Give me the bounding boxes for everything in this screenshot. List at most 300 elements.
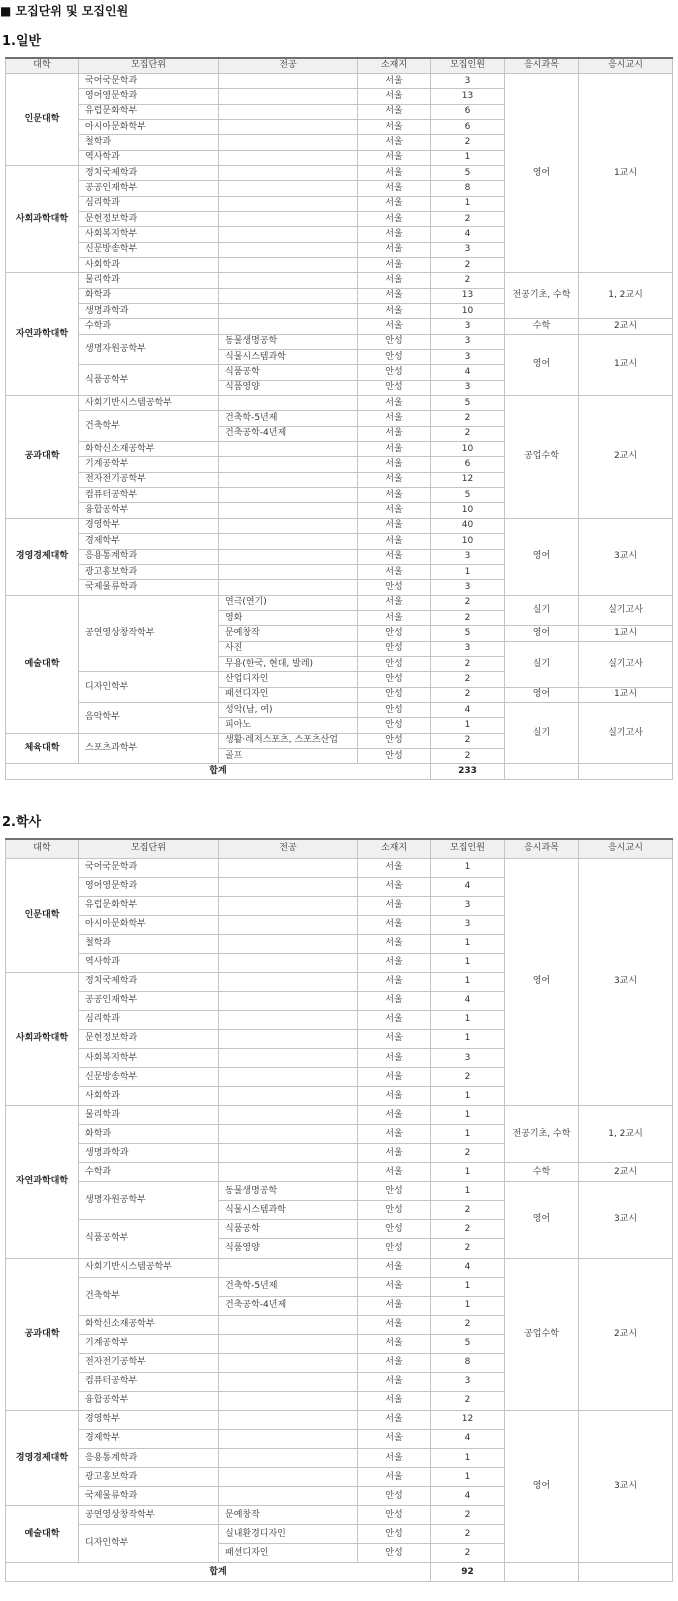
major-cell [219, 915, 358, 934]
header-subject: 응시과목 [505, 839, 579, 858]
location-cell: 안성 [358, 1182, 431, 1201]
subject-cell: 실기 [505, 595, 579, 626]
major-cell [219, 119, 358, 134]
total-blank-cell [579, 1563, 673, 1582]
location-cell: 서울 [358, 119, 431, 134]
subject-cell: 영어 [505, 1182, 579, 1258]
major-cell [219, 1106, 358, 1125]
quota-cell: 1 [431, 1087, 505, 1106]
major-cell: 식품공학 [219, 365, 358, 380]
location-cell: 안성 [358, 702, 431, 717]
location-cell: 서울 [358, 877, 431, 896]
major-cell: 패션디자인 [219, 1544, 358, 1563]
quota-cell: 5 [431, 626, 505, 641]
unit-cell: 물리학과 [79, 273, 219, 288]
location-cell: 서울 [358, 534, 431, 549]
period-cell: 2교시 [579, 1163, 673, 1182]
unit-cell: 국어국문학과 [79, 73, 219, 88]
unit-cell: 국제물류학과 [79, 1487, 219, 1506]
location-cell: 서울 [358, 319, 431, 334]
header-period: 응시교시 [579, 58, 673, 73]
unit-cell: 공공인재학부 [79, 181, 219, 196]
major-cell [219, 1010, 358, 1029]
unit-cell: 신문방송학부 [79, 242, 219, 257]
subject-cell: 영어 [505, 626, 579, 641]
unit-cell: 디자인학부 [79, 672, 219, 703]
location-cell: 서울 [358, 1410, 431, 1429]
subject-cell: 전공기초, 수학 [505, 273, 579, 319]
location-cell: 서울 [358, 1429, 431, 1448]
unit-cell: 사회복지학부 [79, 1049, 219, 1068]
major-cell: 무용(한국, 현대, 발레) [219, 656, 358, 671]
quota-cell: 3 [431, 242, 505, 257]
header-location: 소재지 [358, 58, 431, 73]
major-cell: 건축학-5년제 [219, 1277, 358, 1296]
period-cell: 실기고사 [579, 595, 673, 626]
major-cell [219, 73, 358, 88]
unit-cell: 신문방송학부 [79, 1068, 219, 1087]
quota-cell: 1 [431, 1106, 505, 1125]
unit-cell: 사회복지학부 [79, 227, 219, 242]
unit-cell: 역사학과 [79, 953, 219, 972]
location-cell: 서울 [358, 1334, 431, 1353]
quota-cell: 2 [431, 426, 505, 441]
unit-cell: 경영학부 [79, 518, 219, 533]
quota-cell: 1 [431, 1449, 505, 1468]
subject-cell: 영어 [505, 858, 579, 1106]
header-quota: 모집인원 [431, 58, 505, 73]
major-cell: 영화 [219, 610, 358, 625]
quota-cell: 10 [431, 442, 505, 457]
location-cell: 서울 [358, 165, 431, 180]
major-cell [219, 1258, 358, 1277]
major-cell: 건축학-5년제 [219, 411, 358, 426]
quota-cell: 1 [431, 564, 505, 579]
quota-cell: 1 [431, 1029, 505, 1048]
quota-cell: 2 [431, 257, 505, 272]
table-row [6, 1163, 673, 1182]
location-cell: 서울 [358, 1163, 431, 1182]
subject-cell: 전공기초, 수학 [505, 1106, 579, 1163]
college-cell: 인문대학 [6, 73, 79, 165]
location-cell: 서울 [358, 1277, 431, 1296]
quota-cell: 2 [431, 687, 505, 702]
unit-cell: 공연영상창작학부 [79, 1506, 219, 1525]
unit-cell: 건축학부 [79, 411, 219, 442]
header-period: 응시교시 [579, 839, 673, 858]
major-cell [219, 1391, 358, 1410]
quota-cell: 2 [431, 411, 505, 426]
major-cell [219, 564, 358, 579]
location-cell: 서울 [358, 1010, 431, 1029]
location-cell: 서울 [358, 1106, 431, 1125]
major-cell [219, 1372, 358, 1391]
major-cell [219, 89, 358, 104]
period-cell: 2교시 [579, 1258, 673, 1410]
table-row [6, 1182, 673, 1201]
period-cell: 실기고사 [579, 641, 673, 687]
major-cell: 건축공학-4년제 [219, 1296, 358, 1315]
quota-cell: 4 [431, 991, 505, 1010]
header-college: 대학 [6, 58, 79, 73]
quota-cell: 2 [431, 1239, 505, 1258]
college-cell: 경영경제대학 [6, 1410, 79, 1505]
location-cell: 서울 [358, 972, 431, 991]
major-cell: 식물시스템과학 [219, 1201, 358, 1220]
quota-cell: 3 [431, 915, 505, 934]
period-cell: 3교시 [579, 1410, 673, 1562]
location-cell: 서울 [358, 304, 431, 319]
period-cell: 1교시 [579, 334, 673, 395]
major-cell [219, 488, 358, 503]
table-row [6, 334, 673, 349]
college-cell: 예술대학 [6, 595, 79, 733]
quota-cell: 2 [431, 1525, 505, 1544]
total-value: 233 [431, 764, 505, 779]
major-cell [219, 304, 358, 319]
total-blank-cell [579, 764, 673, 779]
location-cell: 서울 [358, 150, 431, 165]
quota-cell: 5 [431, 1334, 505, 1353]
location-cell: 서울 [358, 1315, 431, 1334]
unit-cell: 화학과 [79, 1125, 219, 1144]
quota-cell: 2 [431, 211, 505, 226]
header-major: 전공 [219, 58, 358, 73]
quota-cell: 2 [431, 1391, 505, 1410]
unit-cell: 화학신소재공학부 [79, 1315, 219, 1334]
location-cell: 서울 [358, 1029, 431, 1048]
location-cell: 서울 [358, 1449, 431, 1468]
quota-cell: 5 [431, 165, 505, 180]
total-blank-cell [505, 764, 579, 779]
location-cell: 서울 [358, 915, 431, 934]
unit-cell: 사회기반시스템공학부 [79, 396, 219, 411]
unit-cell: 사회기반시스템공학부 [79, 1258, 219, 1277]
unit-cell: 식품공학부 [79, 365, 219, 396]
total-label: 합계 [6, 1563, 431, 1582]
unit-cell: 광고홍보학과 [79, 564, 219, 579]
header-quota: 모집인원 [431, 839, 505, 858]
major-cell [219, 534, 358, 549]
college-cell: 사회과학대학 [6, 972, 79, 1105]
major-cell [219, 877, 358, 896]
unit-cell: 스포츠과학부 [79, 733, 219, 764]
unit-cell: 생명과학과 [79, 1144, 219, 1163]
subject-cell: 영어 [505, 1410, 579, 1562]
quota-cell: 10 [431, 304, 505, 319]
quota-cell: 10 [431, 503, 505, 518]
location-cell: 서울 [358, 549, 431, 564]
location-cell: 서울 [358, 991, 431, 1010]
quota-cell: 2 [431, 672, 505, 687]
major-cell: 식품공학 [219, 1220, 358, 1239]
location-cell: 서울 [358, 1391, 431, 1410]
major-cell: 식물시스템과학 [219, 350, 358, 365]
unit-cell: 역사학과 [79, 150, 219, 165]
major-cell: 패션디자인 [219, 687, 358, 702]
quota-cell: 3 [431, 319, 505, 334]
major-cell [219, 953, 358, 972]
location-cell: 서울 [358, 211, 431, 226]
location-cell: 서울 [358, 1068, 431, 1087]
quota-cell: 1 [431, 1296, 505, 1315]
subject-cell: 영어 [505, 687, 579, 702]
quota-cell: 3 [431, 549, 505, 564]
location-cell: 서울 [358, 488, 431, 503]
college-cell: 인문대학 [6, 858, 79, 972]
unit-cell: 영어영문학과 [79, 877, 219, 896]
period-cell: 1교시 [579, 626, 673, 641]
location-cell: 안성 [358, 733, 431, 748]
quota-cell: 12 [431, 472, 505, 487]
unit-cell: 경제학부 [79, 534, 219, 549]
quota-cell: 4 [431, 1487, 505, 1506]
period-cell: 1교시 [579, 73, 673, 272]
unit-cell: 응용통계학과 [79, 1449, 219, 1468]
table-header-row [6, 839, 673, 858]
unit-cell: 융합공학부 [79, 1391, 219, 1410]
period-cell: 2교시 [579, 319, 673, 334]
location-cell: 안성 [358, 1220, 431, 1239]
header-location: 소재지 [358, 839, 431, 858]
major-cell [219, 1315, 358, 1334]
total-label: 합계 [6, 764, 431, 779]
location-cell: 서울 [358, 73, 431, 88]
unit-cell: 유럽문화학부 [79, 104, 219, 119]
location-cell: 서울 [358, 426, 431, 441]
quota-cell: 2 [431, 273, 505, 288]
subject-cell: 실기 [505, 641, 579, 687]
unit-cell: 공연영상창작학부 [79, 595, 219, 672]
section-title-general: 1.일반 [2, 34, 42, 49]
quota-cell: 1 [431, 1277, 505, 1296]
quota-cell: 2 [431, 1544, 505, 1563]
unit-cell: 생명자원공학부 [79, 1182, 219, 1220]
table-row [6, 1410, 673, 1429]
location-cell: 안성 [358, 1201, 431, 1220]
period-cell: 3교시 [579, 858, 673, 1106]
major-cell [219, 227, 358, 242]
major-cell [219, 242, 358, 257]
location-cell: 서울 [358, 1125, 431, 1144]
quota-cell: 3 [431, 580, 505, 595]
major-cell [219, 442, 358, 457]
quota-cell: 1 [431, 934, 505, 953]
table-row [6, 595, 673, 610]
major-cell [219, 1353, 358, 1372]
unit-cell: 심리학과 [79, 1010, 219, 1029]
unit-cell: 정치국제학과 [79, 165, 219, 180]
location-cell: 서울 [358, 181, 431, 196]
location-cell: 서울 [358, 442, 431, 457]
major-cell [219, 1144, 358, 1163]
total-value: 92 [431, 1563, 505, 1582]
location-cell: 안성 [358, 365, 431, 380]
page-title: ■ 모집단위 및 모집인원 [0, 4, 129, 18]
location-cell: 서울 [358, 1144, 431, 1163]
quota-cell: 1 [431, 1182, 505, 1201]
major-cell: 연극(연기) [219, 595, 358, 610]
location-cell: 서울 [358, 896, 431, 915]
location-cell: 서울 [358, 1372, 431, 1391]
quota-cell: 1 [431, 953, 505, 972]
quota-cell: 1 [431, 196, 505, 211]
section-title-bachelor: 2.학사 [2, 815, 42, 830]
major-cell [219, 1163, 358, 1182]
location-cell: 서울 [358, 934, 431, 953]
unit-cell: 국어국문학과 [79, 858, 219, 877]
quota-cell: 3 [431, 334, 505, 349]
quota-cell: 12 [431, 1410, 505, 1429]
location-cell: 안성 [358, 672, 431, 687]
quota-cell: 2 [431, 1220, 505, 1239]
quota-cell: 4 [431, 1429, 505, 1448]
location-cell: 안성 [358, 1239, 431, 1258]
major-cell [219, 934, 358, 953]
location-cell: 안성 [358, 1525, 431, 1544]
major-cell: 건축공학-4년제 [219, 426, 358, 441]
unit-cell: 유럽문화학부 [79, 896, 219, 915]
quota-cell: 6 [431, 457, 505, 472]
major-cell [219, 858, 358, 877]
subject-cell: 영어 [505, 334, 579, 395]
unit-cell: 생명자원공학부 [79, 334, 219, 365]
major-cell [219, 211, 358, 226]
major-cell: 생활·레저스포츠, 스포츠산업 [219, 733, 358, 748]
major-cell [219, 991, 358, 1010]
quota-cell: 3 [431, 73, 505, 88]
major-cell [219, 1449, 358, 1468]
college-cell: 공과대학 [6, 1258, 79, 1410]
quota-cell: 1 [431, 718, 505, 733]
major-cell [219, 104, 358, 119]
location-cell: 서울 [358, 227, 431, 242]
unit-cell: 문헌정보학과 [79, 1029, 219, 1048]
major-cell [219, 135, 358, 150]
location-cell: 서울 [358, 273, 431, 288]
location-cell: 서울 [358, 564, 431, 579]
table-row [6, 73, 673, 88]
major-cell [219, 1410, 358, 1429]
location-cell: 서울 [358, 196, 431, 211]
location-cell: 서울 [358, 518, 431, 533]
location-cell: 안성 [358, 748, 431, 763]
period-cell: 1, 2교시 [579, 273, 673, 319]
quota-cell: 2 [431, 1201, 505, 1220]
quota-cell: 2 [431, 748, 505, 763]
table-row [6, 1258, 673, 1277]
major-cell: 피아노 [219, 718, 358, 733]
unit-cell: 기계공학부 [79, 1334, 219, 1353]
college-cell: 자연과학대학 [6, 1106, 79, 1258]
unit-cell: 국제물류학과 [79, 580, 219, 595]
table-row [6, 319, 673, 334]
location-cell: 서울 [358, 89, 431, 104]
unit-cell: 사회학과 [79, 257, 219, 272]
major-cell: 실내환경디자인 [219, 1525, 358, 1544]
location-cell: 안성 [358, 687, 431, 702]
location-cell: 안성 [358, 580, 431, 595]
location-cell: 서울 [358, 953, 431, 972]
quota-cell: 8 [431, 181, 505, 196]
unit-cell: 디자인학부 [79, 1525, 219, 1563]
unit-cell: 광고홍보학과 [79, 1468, 219, 1487]
unit-cell: 영어영문학과 [79, 89, 219, 104]
quota-cell: 40 [431, 518, 505, 533]
location-cell: 안성 [358, 641, 431, 656]
major-cell [219, 273, 358, 288]
general-recruitment-table [5, 57, 673, 780]
unit-cell: 공공인재학부 [79, 991, 219, 1010]
subject-cell: 공업수학 [505, 1258, 579, 1410]
major-cell [219, 549, 358, 564]
unit-cell: 전자전기공학부 [79, 1353, 219, 1372]
unit-cell: 화학과 [79, 288, 219, 303]
header-major: 전공 [219, 839, 358, 858]
location-cell: 서울 [358, 1296, 431, 1315]
unit-cell: 전자전기공학부 [79, 472, 219, 487]
major-cell [219, 503, 358, 518]
college-cell: 자연과학대학 [6, 273, 79, 396]
location-cell: 서울 [358, 288, 431, 303]
location-cell: 서울 [358, 396, 431, 411]
major-cell: 산업디자인 [219, 672, 358, 687]
quota-cell: 4 [431, 702, 505, 717]
quota-cell: 2 [431, 1315, 505, 1334]
location-cell: 서울 [358, 411, 431, 426]
period-cell: 1, 2교시 [579, 1106, 673, 1163]
unit-cell: 철학과 [79, 135, 219, 150]
college-cell: 공과대학 [6, 396, 79, 519]
quota-cell: 2 [431, 733, 505, 748]
major-cell: 문예창작 [219, 626, 358, 641]
major-cell: 동물생명공학 [219, 1182, 358, 1201]
unit-cell: 문헌정보학과 [79, 211, 219, 226]
major-cell [219, 181, 358, 196]
location-cell: 안성 [358, 380, 431, 395]
major-cell: 문예창작 [219, 1506, 358, 1525]
unit-cell: 경제학부 [79, 1429, 219, 1448]
table-row [6, 518, 673, 533]
total-row [6, 1563, 673, 1582]
quota-cell: 6 [431, 104, 505, 119]
unit-cell: 아시아문화학부 [79, 915, 219, 934]
quota-cell: 2 [431, 135, 505, 150]
location-cell: 안성 [358, 718, 431, 733]
quota-cell: 3 [431, 641, 505, 656]
quota-cell: 2 [431, 595, 505, 610]
unit-cell: 융합공학부 [79, 503, 219, 518]
major-cell: 골프 [219, 748, 358, 763]
subject-cell: 실기 [505, 702, 579, 763]
major-cell [219, 257, 358, 272]
table-row [6, 396, 673, 411]
location-cell: 서울 [358, 472, 431, 487]
period-cell: 3교시 [579, 518, 673, 595]
quota-cell: 13 [431, 89, 505, 104]
quota-cell: 1 [431, 1010, 505, 1029]
quota-cell: 1 [431, 150, 505, 165]
unit-cell: 심리학과 [79, 196, 219, 211]
major-cell [219, 1125, 358, 1144]
location-cell: 서울 [358, 1353, 431, 1372]
header-college: 대학 [6, 839, 79, 858]
major-cell [219, 1087, 358, 1106]
major-cell: 성악(남, 여) [219, 702, 358, 717]
major-cell [219, 196, 358, 211]
location-cell: 서울 [358, 135, 431, 150]
location-cell: 서울 [358, 503, 431, 518]
